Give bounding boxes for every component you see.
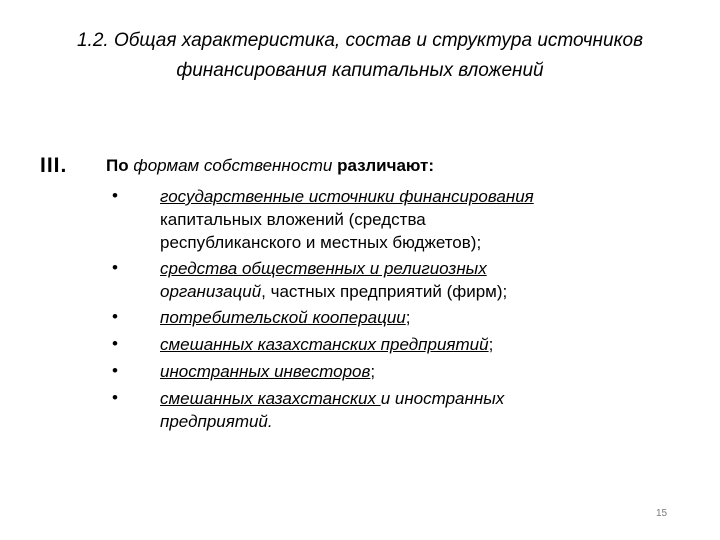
item-underlined: иностранных инвесторов [160, 362, 371, 381]
list-item-text [160, 306, 650, 329]
item-underlined: смешанных казахстанских предприятий [160, 335, 489, 354]
intro-prefix: По [106, 156, 134, 175]
intro-suffix: различают: [332, 156, 434, 175]
list-item-text [160, 185, 650, 254]
item-regular: ; [405, 308, 411, 327]
item-line: предприятий. [160, 412, 273, 431]
item-line [160, 387, 650, 410]
section-intro [106, 155, 434, 177]
item-italic: и иностранных [380, 389, 505, 408]
item-regular: , частных предприятий (фирм); [261, 282, 508, 301]
title-line-2: финансирования капитальных вложений [176, 60, 544, 81]
bullet-icon: • [112, 186, 118, 205]
bullet-icon: • [112, 361, 118, 380]
item-regular: ; [370, 362, 376, 381]
item-line: средства общественных и религиозных [160, 259, 487, 278]
title-line-1: 1.2. Общая характеристика, состав и структура источников [76, 30, 644, 51]
page-number: 15 [656, 508, 668, 519]
list-item-text [160, 360, 650, 383]
list-item-text [160, 257, 650, 303]
bullet-icon: • [112, 258, 118, 277]
bullet-icon: • [112, 388, 118, 407]
item-line: капитальных вложений (средства [160, 210, 426, 229]
item-line [160, 280, 650, 303]
item-line [160, 360, 650, 383]
item-underlined: потребительской кооперации [160, 308, 406, 327]
section-numeral: III. [40, 154, 68, 177]
item-line [160, 306, 650, 329]
list-item-text [160, 333, 650, 356]
bullet-icon: • [112, 307, 118, 326]
bullet-icon: • [112, 334, 118, 353]
list-item-text [160, 387, 650, 433]
item-italic: организаций [160, 282, 262, 301]
item-line: республиканского и местных бюджетов); [160, 233, 482, 252]
intro-italic: формам собственности [133, 156, 333, 175]
item-line: государственные источники финансирования [160, 187, 534, 206]
item-underlined: смешанных казахстанских [160, 389, 381, 408]
slide-title [20, 26, 700, 86]
item-regular: ; [488, 335, 494, 354]
item-line [160, 333, 650, 356]
